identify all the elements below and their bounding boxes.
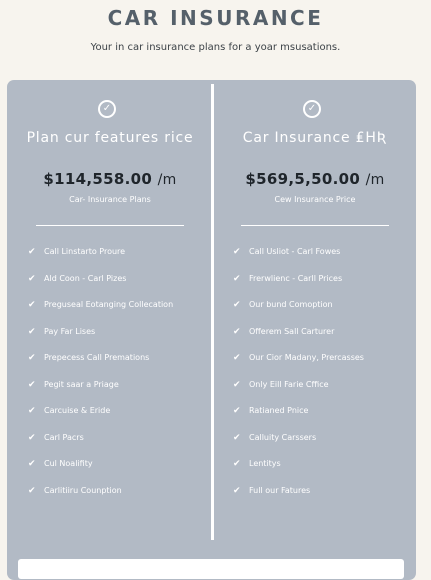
feature-text: Cul Noalifity	[44, 459, 93, 468]
feature-item	[233, 274, 415, 301]
column-divider	[211, 84, 214, 540]
feature-item	[233, 300, 415, 327]
feature-item	[233, 459, 415, 486]
checkmark-icon: ✔	[28, 353, 36, 363]
feature-text: Full our Fatures	[249, 485, 311, 495]
feature-item	[28, 300, 210, 327]
checkmark-icon: ✔	[233, 300, 241, 310]
plan-caption: Car- Insurance Plans	[69, 195, 151, 204]
checkmark-icon: ✔	[233, 459, 241, 469]
feature-item	[28, 353, 210, 380]
plan-separator	[36, 225, 184, 226]
feature-text: Lentitys	[249, 459, 281, 468]
plan-card-left[interactable]	[10, 80, 210, 540]
checkmark-icon: ✔	[28, 485, 36, 496]
price-period: /m	[365, 172, 385, 188]
feature-item	[233, 353, 415, 380]
checkmark-icon: ✔	[233, 379, 241, 390]
checkmark-icon: ✔	[28, 406, 36, 416]
page-title: CAR INSURANCE	[107, 6, 324, 30]
feature-item	[233, 327, 415, 354]
checkmark-icon: ✔	[28, 459, 36, 469]
plan-title: Plan cur features rice	[26, 130, 194, 146]
feature-item	[28, 247, 210, 274]
plan-price	[215, 170, 415, 188]
select-plan-button[interactable]	[18, 559, 404, 579]
feature-item	[233, 380, 415, 407]
checkmark-icon: ✔	[28, 379, 36, 390]
feature-item	[28, 327, 210, 354]
feature-item	[233, 406, 415, 433]
feature-text: Prepecess Call Premations	[44, 353, 150, 362]
feature-text: Pay Far Lises	[44, 326, 96, 336]
feature-text: Ald Coon - Carl Pizes	[44, 273, 127, 283]
feature-text: Our Cior Madany, Prercasses	[249, 353, 364, 362]
checkmark-icon: ✔	[28, 273, 36, 284]
feature-item	[28, 274, 210, 301]
plan-card-right[interactable]	[215, 80, 415, 540]
feature-item	[28, 486, 210, 513]
feature-text: Only Eill Farie Cffice	[249, 379, 329, 389]
feature-item	[233, 433, 415, 460]
price-amount: $569,5,50.00	[245, 170, 361, 188]
checkmark-icon: ✔	[233, 353, 241, 363]
price-amount: $114,558.00	[43, 170, 153, 188]
check-circle-icon: ✓	[303, 100, 321, 118]
feature-text: Our bund Comoption	[249, 300, 333, 309]
plan-title: Car Insurance ₤HƦ	[242, 130, 388, 146]
price-period: /m	[157, 172, 177, 188]
check-circle-icon: ✓	[98, 100, 116, 118]
feature-text: Ratianed Pnice	[249, 406, 309, 415]
feature-item	[233, 247, 415, 274]
checkmark-icon: ✔	[28, 247, 36, 257]
checkmark-icon: ✔	[233, 273, 241, 284]
checkmark-icon: ✔	[233, 247, 241, 257]
feature-item	[233, 486, 415, 513]
feature-text: Carlitiiru Counption	[44, 485, 122, 495]
feature-item	[28, 406, 210, 433]
feature-list	[233, 247, 415, 512]
feature-item	[28, 459, 210, 486]
checkmark-icon: ✔	[233, 485, 241, 496]
checkmark-icon: ✔	[28, 326, 36, 337]
feature-text: Carl Pacrs	[44, 432, 84, 442]
feature-text: Frerwlienc - Carll Prices	[249, 273, 343, 283]
feature-text: Call Usliot - Carl Fowes	[249, 247, 341, 256]
feature-list	[28, 247, 210, 512]
feature-text: Calluity Carssers	[249, 432, 317, 442]
page-subtitle: Your in car insurance plans for a yoar msusations.	[90, 42, 341, 53]
checkmark-icon: ✔	[28, 432, 36, 443]
feature-text: Preguseal Eotanging Collecation	[44, 300, 174, 309]
checkmark-icon: ✔	[233, 406, 241, 416]
feature-text: Pegit saar a Priage	[44, 379, 119, 389]
feature-text: Carcuise & Eride	[44, 406, 111, 415]
plan-separator	[241, 225, 389, 226]
checkmark-icon: ✔	[233, 432, 241, 443]
plan-price	[10, 170, 210, 188]
plan-caption: Cew Insurance Price	[274, 195, 356, 204]
feature-item	[28, 433, 210, 460]
checkmark-icon: ✔	[233, 326, 241, 337]
feature-item	[28, 380, 210, 407]
feature-text: Call Linstarto Proure	[44, 247, 126, 256]
feature-text: Offerem Sall Carturer	[249, 326, 335, 336]
checkmark-icon: ✔	[28, 300, 36, 310]
